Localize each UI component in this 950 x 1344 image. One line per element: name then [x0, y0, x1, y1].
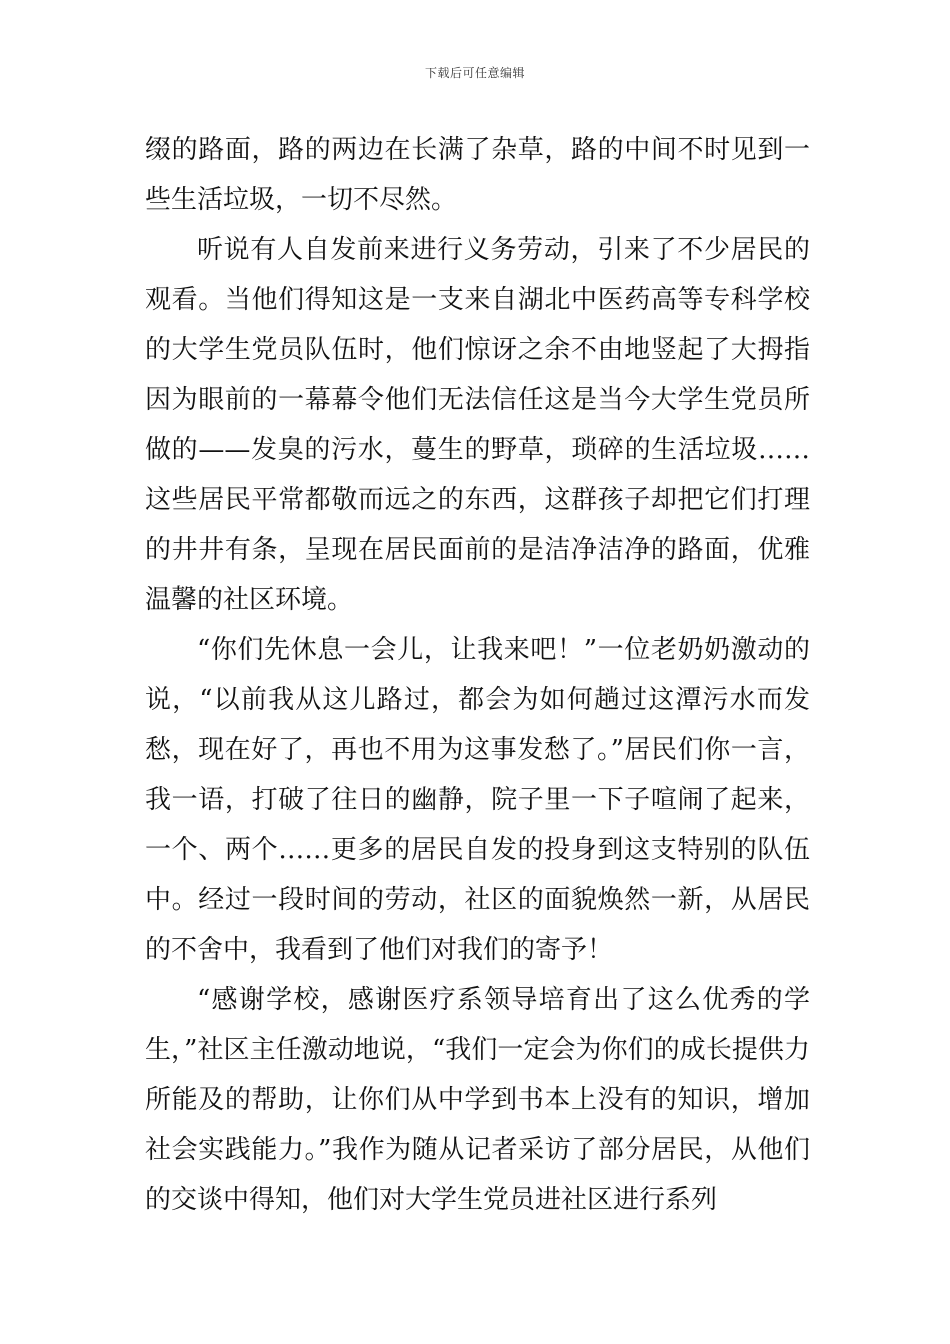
document-body: [145, 125, 810, 1225]
paragraph-director-quote: “感谢学校，感谢医疗系领导培育出了这么优秀的学生，”社区主任激动地说，“我们一定会为你们的成长提供力所能及的帮助，让你们从中学到书本上没有的知识，增加社会实践能力。”我作为随从记者采访了部分居民，从他们的交谈中得知，他们对大学生党员进社区进行系列: [145, 985, 810, 1215]
paragraph-volunteer-labor: 听说有人自发前来进行义务劳动，引来了不少居民的观看。当他们得知这是一支来自湖北中医药高等专科学校的大学生党员队伍时，他们惊讶之余不由地竖起了大拇指因为眼前的一幕幕令他们无法信任这是当今大学生党员所做的——发臭的污水，蔓生的野草，琐碎的生活垃圾……这些居民平常都敬而远之的东西，这群孩子却把它们打理的井井有条，呈现在居民面前的是洁净洁净的路面，优雅温馨的社区环境。: [145, 235, 810, 615]
paragraph-continued: 缀的路面，路的两边在长满了杂草，路的中间不时见到一些生活垃圾，一切不尽然。: [145, 135, 810, 215]
page-header: 下载后可任意编辑: [424, 66, 525, 80]
paragraph-grandmother-quote: “你们先休息一会儿，让我来吧！”一位老奶奶激动的说，“以前我从这儿路过，都会为如何趟过这潭污水而发愁，现在好了，再也不用为这事发愁了。”居民们你一言，我一语，打破了往日的幽静，院子里一下子喧闹了起来，一个、两个……更多的居民自发的投身到这支特别的队伍中。经过一段时间的劳动，社区的面貌焕然一新，从居民的不舍中，我看到了他们对我们的寄予！: [145, 635, 810, 965]
